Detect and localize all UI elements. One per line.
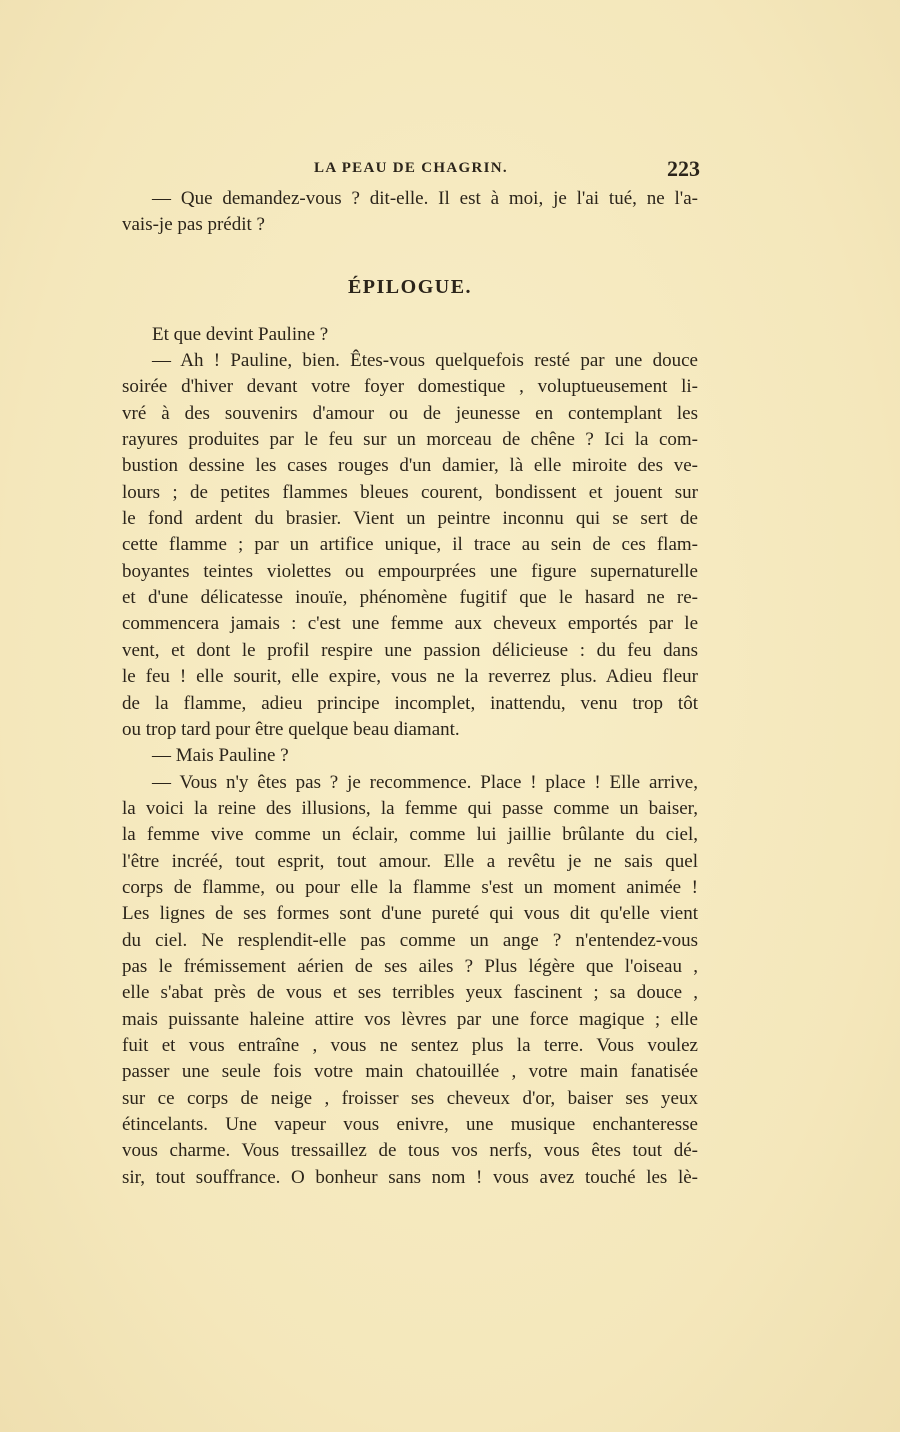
body-text	[122, 186, 698, 1191]
text-line: vais-je pas prédit ?	[122, 214, 265, 236]
text-line: — Que demandez-vous ? dit-elle. Il est à moi, je l'ai tué, ne l'a-	[152, 188, 698, 209]
text-line: de la flamme, adieu principe incomplet, inattendu, venu trop tôt	[122, 692, 698, 714]
text-line: la voici la reine des illusions, la femme qui passe comme un baiser,	[122, 797, 698, 819]
text-line: le feu ! elle sourit, elle expire, vous ne la reverrez plus. Adieu fleur	[122, 666, 698, 688]
text-line: — Vous n'y êtes pas ? je recommence. Place ! place ! Elle arrive,	[152, 771, 698, 793]
text-line: rayures produites par le feu sur un morceau de chêne ? Ici la com-	[122, 429, 698, 451]
text-line: sir, tout souffrance. O bonheur sans nom ! vous avez touché les lè-	[122, 1166, 698, 1188]
text-line: vré à des souvenirs d'amour ou de jeunesse en contemplant les	[122, 402, 698, 424]
text-line: Les lignes de ses formes sont d'une pureté qui vous dit qu'elle vient	[122, 903, 698, 925]
text-line: Et que devint Pauline ?	[152, 323, 329, 345]
text-line: — Mais Pauline ?	[152, 745, 289, 767]
text-line: passer une seule fois votre main chatouillée , votre main fanatisée	[122, 1061, 698, 1083]
chapter-heading: ÉPILOGUE.	[347, 275, 473, 298]
text-line: soirée d'hiver devant votre foyer domestique , voluptueusement li-	[122, 376, 698, 398]
text-line: commencera jamais : c'est une femme aux cheveux emportés par le	[122, 613, 698, 635]
text-line: lours ; de petites flammes bleues courent, bondissent et jouent sur	[122, 481, 698, 503]
text-line: pas le frémissement aérien de ses ailes ? Plus légère que l'oiseau ,	[122, 955, 698, 977]
text-line: ou trop tard pour être quelque beau diamant.	[122, 718, 460, 740]
text-line: et d'une délicatesse inouïe, phénomène fugitif que le hasard ne re-	[122, 587, 698, 609]
running-title: LA PEAU DE CHAGRIN.	[314, 160, 508, 176]
text-line: vent, et dont le profil respire une passion délicieuse : du feu dans	[122, 639, 698, 661]
running-header	[122, 156, 700, 182]
text-line: boyantes teintes violettes ou empourprées une figure supernaturelle	[122, 560, 698, 582]
text-line: mais puissante haleine attire vos lèvres par une force magique ; elle	[122, 1008, 698, 1030]
text-line: sur ce corps de neige , froisser ses cheveux d'or, baiser ses yeux	[122, 1087, 698, 1109]
text-line: la femme vive comme un éclair, comme lui jaillie brûlante du ciel,	[122, 824, 698, 846]
text-line: corps de flamme, ou pour elle la flamme s'est un moment animée !	[122, 876, 698, 898]
text-line: elle s'abat près de vous et ses terribles yeux fascinent ; sa douce ,	[122, 982, 698, 1004]
text-line: étincelants. Une vapeur vous enivre, une musique enchanteresse	[122, 1114, 698, 1135]
text-line: cette flamme ; par un artifice unique, il trace au sein de ces flam-	[122, 534, 698, 556]
page-number: 223	[667, 156, 700, 181]
text-line: fuit et vous entraîne , vous ne sentez plus la terre. Vous voulez	[122, 1034, 698, 1056]
text-line: — Ah ! Pauline, bien. Êtes-vous quelquefois resté par une douce	[152, 350, 698, 372]
text-line: vous charme. Vous tressaillez de tous vos nerfs, vous êtes tout dé-	[122, 1140, 698, 1162]
text-line: bustion dessine les cases rouges d'un damier, là elle miroite des ve-	[122, 455, 698, 477]
text-line: du ciel. Ne resplendit-elle pas comme un ange ? n'entendez-vous	[122, 929, 698, 951]
text-line: l'être incréé, tout esprit, tout amour. Elle a revêtu je ne sais quel	[122, 850, 698, 872]
text-line: le fond ardent du brasier. Vient un peintre inconnu qui se sert de	[122, 508, 698, 530]
